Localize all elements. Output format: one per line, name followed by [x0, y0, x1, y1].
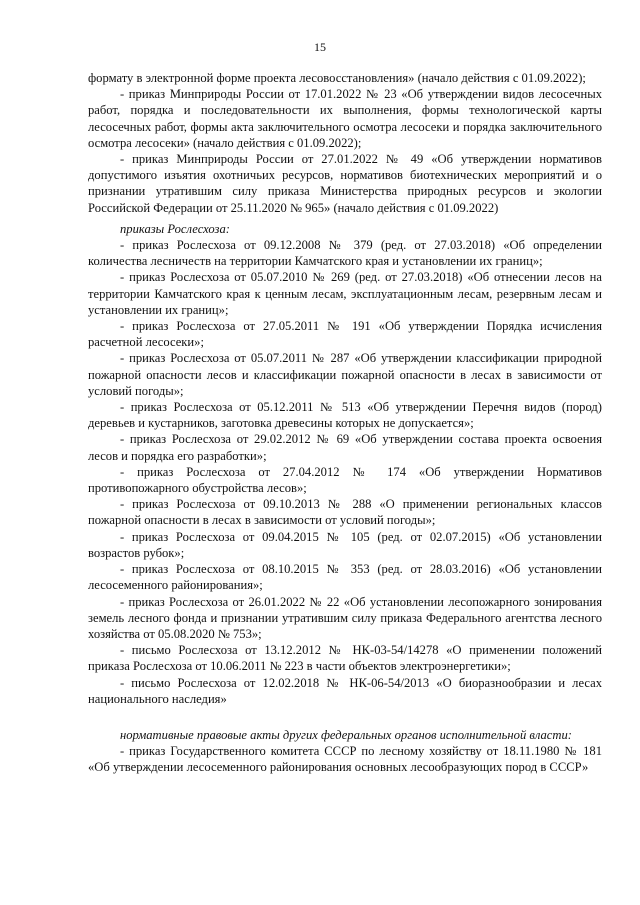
paragraph-rosleskhoz-379: - приказ Рослесхоза от 09.12.2008 № 379 (ред. от 27.03.2018) «Об определении количества лесничеств на территории Камчатского края и установлении их границ»;	[88, 238, 602, 269]
paragraph-rosleskhoz-288: - приказ Рослесхоза от 09.10.2013 № 288 «О применении региональных классов пожарной опасности в лесах в зависимости от условий погоды»;	[88, 497, 602, 528]
paragraph-rosleskhoz-105: - приказ Рослесхоза от 09.04.2015 № 105 (ред. от 02.07.2015) «Об установлении возрастов рубок»;	[88, 529, 602, 560]
paragraph-order-minprirody-49: - приказ Минприроды России от 27.01.2022 № 49 «Об утверждении нормативов допустимого изъятия охотничьих ресурсов, нормативов биотехнических мероприятий и о признании утратившим силу приказа Министерства природных ресурсов и экологии Российской Федерации от 25.11.2020 № 965» (начало действия с 01.09.2022)	[88, 152, 602, 215]
section-heading-other-federal-acts: нормативные правовые акты других федеральных органов исполнительной власти:	[120, 727, 572, 742]
paragraph-rosleskhoz-353: - приказ Рослесхоза от 08.10.2015 № 353 (ред. от 28.03.2016) «Об установлении лесосеменного районирования»;	[88, 562, 602, 593]
page-number: 15	[314, 40, 326, 54]
paragraph-continued: формату в электронной форме проекта лесовосстановления» (начало действия с 01.09.2022);	[88, 71, 586, 85]
paragraph-order-minprirody-23: - приказ Минприроды России от 17.01.2022 № 23 «Об утверждении видов лесосечных работ, порядка и последовательности их выполнения, формы технологической карты лесосечных работ, формы акта заключительного осмотра лесосеки и порядка заключительного осмотра лесосеки» (начало действия с 01.09.2022);	[88, 87, 602, 150]
paragraph-goskomles-181: - приказ Государственного комитета СССР по лесному хозяйству от 18.11.1980 № 181 «Об утверждении лесосеменного районирования основных лесообразующих пород в СССР»	[88, 744, 602, 775]
paragraph-rosleskhoz-287: - приказ Рослесхоза от 05.07.2011 № 287 «Об утверждении классификации природной пожарной опасности лесов и классификации пожарной опасности в лесах в зависимости от условий погоды»;	[88, 351, 602, 398]
paragraph-rosleskhoz-22: - приказ Рослесхоза от 26.01.2022 № 22 «Об установлении лесопожарного зонирования земель лесного фонда и признании утратившим силу приказа Федерального агентства лесного хозяйства от 05.08.2020 № 753»;	[88, 594, 602, 641]
paragraph-rosleskhoz-174: - приказ Рослесхоза от 27.04.2012 № 174 «Об утверждении Нормативов противопожарного обустройства лесов»;	[88, 464, 602, 496]
paragraph-letter-14278: - письмо Рослесхоза от 13.12.2012 № НК-03-54/14278 «О применении положений приказа Рослесхоза от 10.06.2011 № 223 в части объектов электроэнергетики»;	[88, 643, 602, 674]
paragraph-rosleskhoz-69: - приказ Рослесхоза от 29.02.2012 № 69 «Об утверждении состава проекта освоения лесов и порядка его разработки»;	[88, 432, 602, 463]
paragraph-rosleskhoz-513: - приказ Рослесхоза от 05.12.2011 № 513 «Об утверждении Перечня видов (пород) деревьев и кустарников, заготовка древесины которых не допускается»;	[88, 400, 602, 431]
section-heading-rosleskhoz: приказы Рослесхоза:	[120, 221, 230, 236]
paragraph-letter-2013: - письмо Рослесхоза от 12.02.2018 № НК-06-54/2013 «О биоразнообразии и лесах национального наследия»	[88, 675, 602, 706]
paragraph-rosleskhoz-269: - приказ Рослесхоза от 05.07.2010 № 269 (ред. от 27.03.2018) «Об отнесении лесов на территории Камчатского края к ценным лесам, эксплуатационным лесам, резервным лесам и установлении их границ»;	[88, 270, 602, 317]
document-body	[88, 70, 602, 776]
paragraph-rosleskhoz-191: - приказ Рослесхоза от 27.05.2011 № 191 «Об утверждении Порядка исчисления расчетной лесосеки»;	[88, 319, 602, 350]
